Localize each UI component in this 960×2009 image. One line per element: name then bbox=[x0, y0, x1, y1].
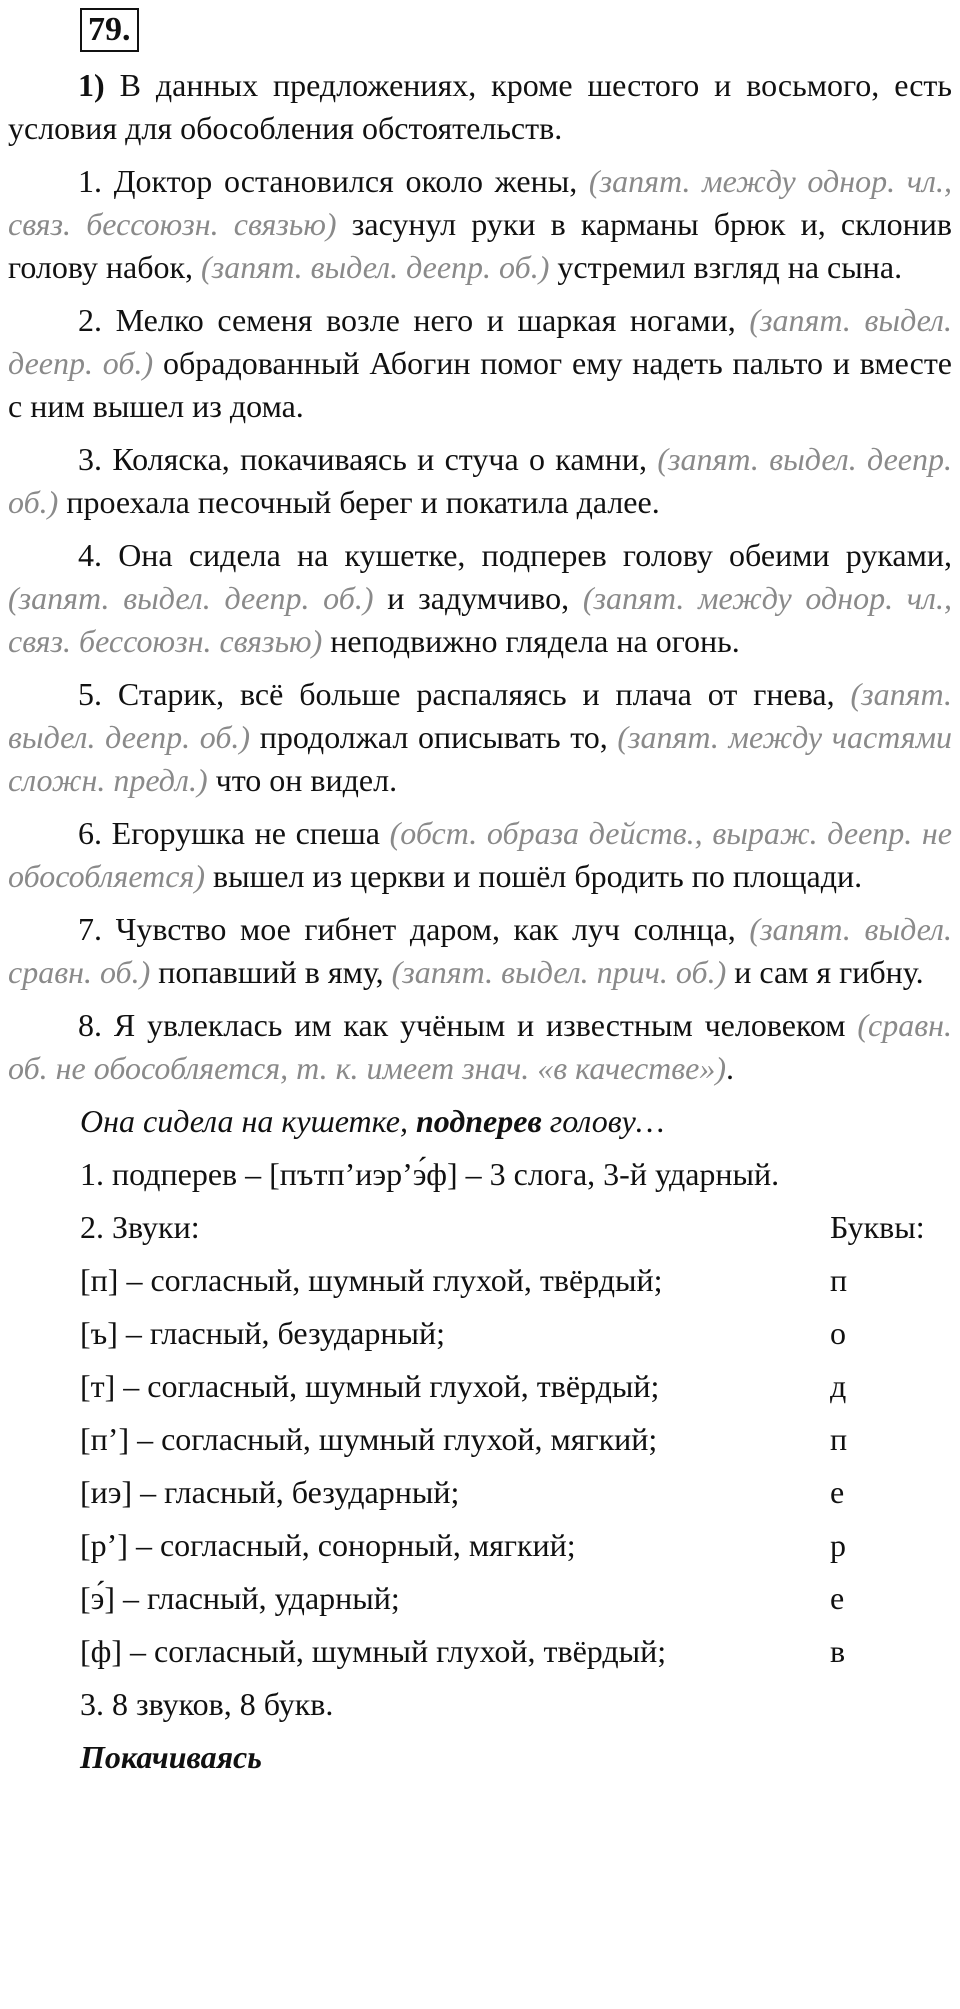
sound-row bbox=[80, 1471, 952, 1514]
sentence-text: 6. Егорушка не спеша bbox=[78, 815, 390, 851]
phrase-pre: Она сидела на кушетке, bbox=[80, 1103, 416, 1139]
punctuation-comment: (запят. выдел. деепр. об.) bbox=[8, 676, 952, 755]
sentence-text: продолжал описывать то, bbox=[250, 719, 618, 755]
letter: о bbox=[830, 1315, 846, 1351]
next-word: Покачиваясь bbox=[80, 1739, 262, 1775]
sound-description: [э́] – гласный, ударный; bbox=[80, 1580, 400, 1616]
punctuation-comment: (сравн. об. не обособляется, т. к. имеет знач. «в качестве») bbox=[8, 1007, 952, 1086]
sentence-text: 7. Чувство мое гибнет даром, как луч солнца, bbox=[78, 911, 750, 947]
sentence-text: неподвижно глядела на огонь. bbox=[322, 623, 740, 659]
phrase-bold-word: подперев bbox=[415, 1103, 542, 1139]
sound-row bbox=[80, 1312, 952, 1355]
punctuation-comment: (запят. выдел. деепр. об.) bbox=[201, 249, 550, 285]
letter: е bbox=[830, 1580, 845, 1616]
letters-header: Буквы: bbox=[830, 1209, 925, 1245]
sentence-1 bbox=[8, 160, 952, 289]
sounds-header-row bbox=[80, 1206, 952, 1249]
sentence-text: устремил взгляд на сына. bbox=[549, 249, 903, 285]
sound-row bbox=[80, 1524, 952, 1567]
sentence-3 bbox=[8, 438, 952, 524]
letter: р bbox=[830, 1527, 846, 1563]
sounds-header: 2. Звуки: bbox=[80, 1209, 200, 1245]
letter: п bbox=[830, 1421, 848, 1457]
sound-description: [ф] – согласный, шумный глухой, твёрдый; bbox=[80, 1633, 667, 1669]
sentence-text: 1. Доктор остановился около жены, bbox=[78, 163, 589, 199]
punctuation-comment: (запят. между однор. чл., связ. бессоюзн. связью) bbox=[8, 163, 953, 242]
sentence-text: засунул руки в карманы брюк и, склонив голову набок, bbox=[8, 206, 953, 285]
letter: д bbox=[830, 1368, 847, 1404]
letter: п bbox=[830, 1262, 848, 1298]
sentence-text: 4. Она сидела на кушетке, подперев голову обеими руками, bbox=[78, 537, 952, 573]
intro-marker: 1) bbox=[78, 67, 105, 103]
sound-row bbox=[80, 1630, 952, 1673]
sentence-text: и сам я гибну. bbox=[726, 954, 924, 990]
sound-row bbox=[80, 1365, 952, 1408]
punctuation-comment: (запят. выдел. деепр. об.) bbox=[8, 302, 952, 381]
punctuation-comment: (запят. выдел. сравн. об.) bbox=[8, 911, 953, 990]
sound-description: [иэ] – гласный, безударный; bbox=[80, 1474, 460, 1510]
punctuation-comment: (запят. выдел. деепр. об.) bbox=[8, 441, 953, 520]
sentence-text: попавший в яму, bbox=[150, 954, 392, 990]
sound-rows bbox=[8, 1259, 952, 1673]
sound-description: [п] – согласный, шумный глухой, твёрдый; bbox=[80, 1262, 663, 1298]
punctuation-comment: (обст. образа действ., выраж. деепр. не обособляется) bbox=[8, 815, 953, 894]
punctuation-comment: (запят. между частями сложн. предл.) bbox=[8, 719, 953, 798]
analysis-step3: 3. 8 звуков, 8 букв. bbox=[80, 1686, 334, 1722]
sound-row bbox=[80, 1418, 952, 1461]
sound-description: [т] – согласный, шумный глухой, твёрдый; bbox=[80, 1368, 660, 1404]
punctuation-comment: (запят. выдел. прич. об.) bbox=[391, 954, 727, 990]
letter: в bbox=[830, 1633, 846, 1669]
sentence-text: . bbox=[726, 1050, 735, 1086]
sound-row bbox=[80, 1259, 952, 1302]
sentence-4 bbox=[8, 534, 952, 663]
phrase-post: голову… bbox=[541, 1103, 665, 1139]
sound-description: [п’] – согласный, шумный глухой, мягкий; bbox=[80, 1421, 658, 1457]
sentence-text: вышел из церкви и пошёл бродить по площади. bbox=[204, 858, 863, 894]
sentences-list bbox=[8, 160, 952, 1090]
sound-description: [ъ] – гласный, безударный; bbox=[80, 1315, 446, 1351]
task-number: 79. bbox=[80, 8, 139, 52]
sentence-8 bbox=[8, 1004, 952, 1090]
letter: е bbox=[830, 1474, 845, 1510]
sentence-text: 5. Старик, всё больше распаляясь и плача от гнева, bbox=[78, 676, 851, 712]
sentence-text: 3. Коляска, покачиваясь и стуча о камни, bbox=[78, 441, 658, 477]
sound-row bbox=[80, 1577, 952, 1620]
sentence-6 bbox=[8, 812, 952, 898]
intro-paragraph bbox=[8, 64, 952, 150]
intro-text: В данных предложениях, кроме шестого и восьмого, есть условия для обособления обстоятельств. bbox=[8, 67, 952, 146]
sentence-5 bbox=[8, 673, 952, 802]
sentence-2 bbox=[8, 299, 952, 428]
sentence-text: проехала песочный берег и покатила далее. bbox=[58, 484, 660, 520]
analysis-step1: 1. подперев – [пътп’иэр’э́ф] – 3 слога, 3-й ударный. bbox=[80, 1156, 780, 1192]
sentence-text: обрадованный Абогин помог ему надеть пальто и вместе с ним вышел из дома. bbox=[8, 345, 953, 424]
sentence-text: что он видел. bbox=[207, 762, 398, 798]
sentence-text: и задумчиво, bbox=[373, 580, 583, 616]
sentence-text: 8. Я увлеклась им как учёным и известным человеком bbox=[78, 1007, 858, 1043]
punctuation-comment: (запят. между однор. чл., связ. бессоюзн. связью) bbox=[8, 580, 953, 659]
punctuation-comment: (запят. выдел. деепр. об.) bbox=[8, 580, 374, 616]
sentence-7 bbox=[8, 908, 952, 994]
sound-description: [р’] – согласный, сонорный, мягкий; bbox=[80, 1527, 576, 1563]
analysis-phrase bbox=[80, 1100, 952, 1143]
sentence-text: 2. Мелко семеня возле него и шаркая ногами, bbox=[78, 302, 750, 338]
